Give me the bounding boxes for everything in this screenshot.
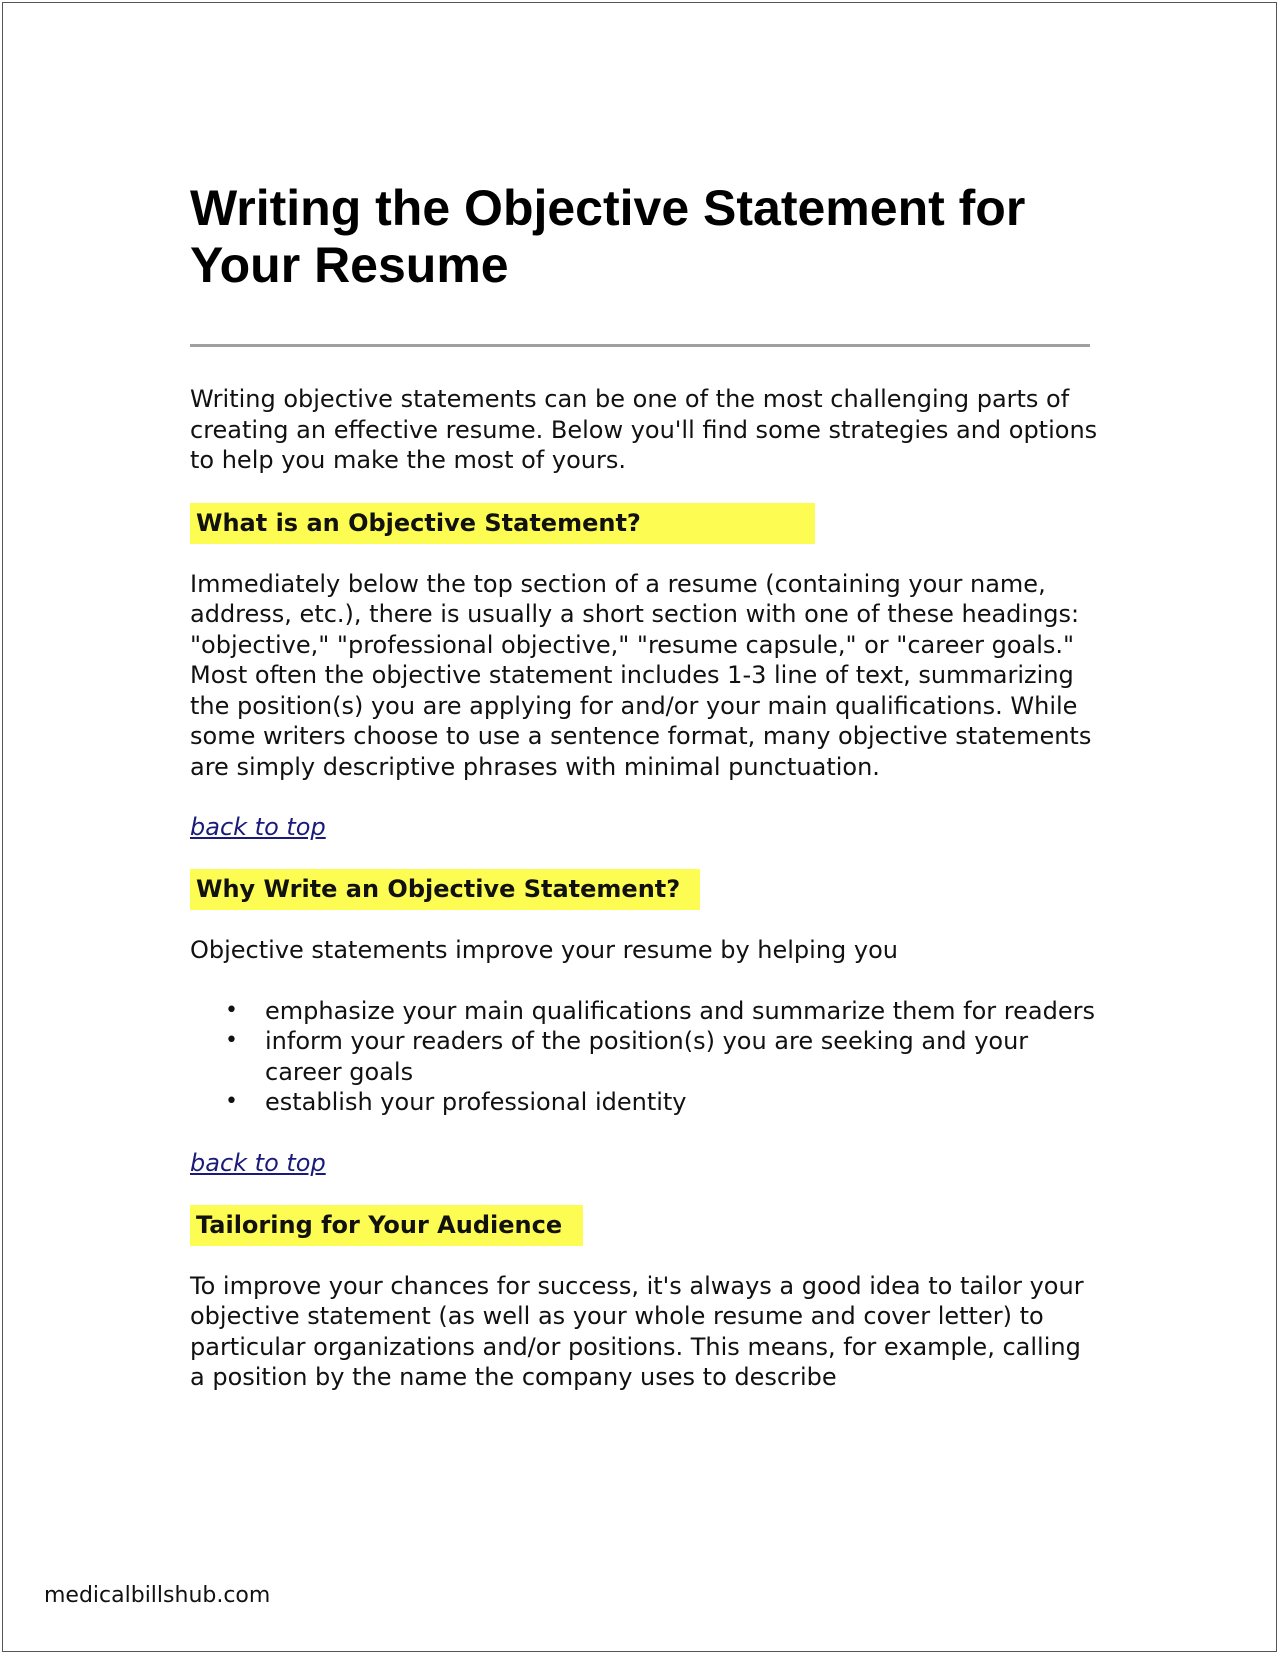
list-item bbox=[190, 996, 1100, 1027]
list-item-text: inform your readers of the position(s) you are seeking and your career goals bbox=[265, 1027, 1029, 1086]
list-item-text: establish your professional identity bbox=[265, 1088, 687, 1116]
bullet-icon: • bbox=[225, 1028, 238, 1053]
list-item-text: emphasize your main qualifications and summarize them for readers bbox=[265, 996, 1095, 1025]
title-divider bbox=[190, 344, 1090, 347]
section-body-why-write: Objective statements improve your resume by helping you bbox=[190, 936, 898, 964]
section-body-what-is: Immediately below the top section of a resume (containing your name, address, etc.), there is usually a short section with one of these headings: "objective," "professional objective," "resume capsule," or "career goals." Most often the objective statement includes 1-3 line of text, summarizing the position(s) you are applying for and/or your main qualifications. While some writers choose to use a sentence format, many objective statements are simply descriptive phrases with minimal punctuation. bbox=[190, 569, 1092, 781]
section-heading-what-is: What is an Objective Statement? bbox=[190, 503, 815, 544]
document-content bbox=[190, 180, 1100, 1393]
document-title bbox=[190, 180, 1100, 294]
bullet-icon: • bbox=[225, 997, 238, 1023]
intro-paragraph: Writing objective statements can be one of the most challenging parts of creating an effective resume. Below you'll find some strategies and options to help you make the most of yours. bbox=[190, 385, 1098, 474]
bullet-icon: • bbox=[225, 1089, 238, 1114]
document-title-line-2: Your Resume bbox=[190, 237, 509, 293]
section-body-tailoring: To improve your chances for success, it's always a good idea to tailor your objective statement (as well as your whole resume and cover letter) to particular organizations and/or positions. This means, for example, calling a position by the name the company uses to describe bbox=[190, 1271, 1084, 1391]
list-item bbox=[190, 1026, 1100, 1087]
benefits-list bbox=[190, 996, 1100, 1118]
back-to-top-link[interactable]: back to top bbox=[190, 813, 326, 841]
section-heading-tailoring: Tailoring for Your Audience bbox=[190, 1205, 583, 1246]
section-what-is bbox=[190, 503, 1100, 544]
watermark: medicalbillshub.com bbox=[44, 1583, 271, 1608]
section-tailoring bbox=[190, 1205, 1100, 1246]
list-item bbox=[190, 1087, 1100, 1118]
section-heading-why-write: Why Write an Objective Statement? bbox=[190, 869, 700, 910]
section-why-write bbox=[190, 869, 1100, 910]
document-title-line-1: Writing the Objective Statement for bbox=[190, 180, 1026, 236]
back-to-top-link[interactable]: back to top bbox=[190, 1148, 326, 1177]
